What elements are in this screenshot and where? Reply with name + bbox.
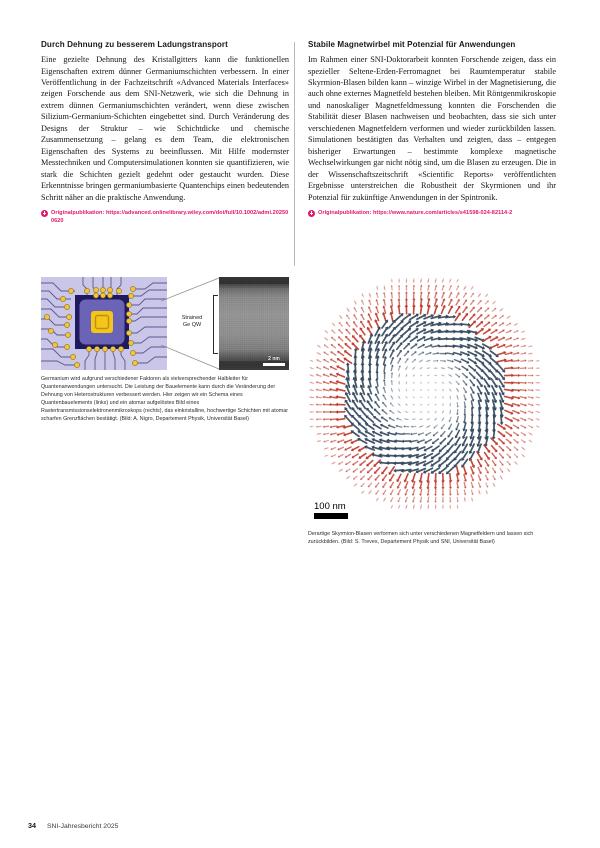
skyrmion-scale-label: 100 nm <box>314 501 346 512</box>
right-publication-label: Originalpublikation: <box>318 210 373 216</box>
right-publication-url: https://www.nature.com/articles/s41598-024-82114-2 <box>372 210 513 216</box>
tem-label-line-1: Strained <box>181 315 203 321</box>
right-article-headline: Stabile Magnetwirbel mit Potenzial für Anwendungen <box>308 40 516 49</box>
right-column <box>308 40 556 217</box>
footer-page-number: 34 <box>28 821 36 830</box>
skyrmion-scale-bar <box>314 501 348 519</box>
skyrmion-vector-field-image <box>308 277 556 525</box>
left-original-publication-link[interactable] <box>41 209 289 225</box>
left-figure-caption: Germanium wird aufgrund verschiedener Faktoren als vielversprechender Halbleiter für Quantenanwendungen untersucht. Die Leistung der Bauelemente kann durch die Veränderung der Dehnung von Heterostrukturen verbessert werden. Hier zeigen wir ein Schema eines Quantenbauelements (links) und ein atomar aufgelöstes Bild eines Rastertransmissionselektronenmikroskops (rechts), das einkristalline, hochwertige Schichten mit atomar scharfen Grenzflächen bestätigt. (Bild: A. Nigro, Departement Physik, Universität Basel) <box>41 376 289 422</box>
left-column <box>41 40 289 225</box>
plus-circle-icon <box>41 210 48 217</box>
left-publication-label: Originalpublikation: <box>51 210 106 216</box>
chip-schematic <box>41 277 167 370</box>
right-figure <box>308 277 556 546</box>
page-footer <box>28 821 118 830</box>
tem-scale-bar-line <box>263 363 285 366</box>
left-article-body: Eine gezielte Dehnung des Kristallgitters kann die funktionellen Eigenschaften extrem dünner Germaniumschichten verbessern. In einer Veröffentlichung in der Fachzeitschrift «Advanced Materials Interfaces» zeigen Forschende aus dem SNI-Netzwerk, wie sich die Dehnung in extrem dünnen Germaniumschichten verändert, wenn diese zwischen Silizium-Germanium-Schichten eingebettet sind. Durch Veränderung des Designs der Struktur – wie Schichtdicke und chemische Zusammensetzung – gelang es dem Team, die elektronischen Eigenschaften des Systems zu beeinflussen. Mit Hilfe modernster Messtechniken und Computersimulationen konnten sie quantifizieren, wie stark die Schichten gezielt gedehnt oder gestaucht wurden. Diese Erkenntnisse bringen germaniumbasierte Quantenchips einen bedeutenden Schritt näher an die praktische Anwendung. <box>41 55 289 202</box>
left-publication-url: https://advanced.onlinelibrary.wiley.com/doi/full/10.1002/admi.202500620 <box>51 210 289 225</box>
tem-label-line-2: Ge QW <box>182 322 202 329</box>
tem-region-label <box>172 315 212 329</box>
right-figure-caption: Derartige Skyrmion-Blasen verformen sich unter verschiedenen Magnetfeldern und lassen sich zurückbilden. (Bild: S. Treves, Departement Physik und SNI, Universität Basel) <box>308 531 534 545</box>
right-original-publication-link[interactable] <box>308 209 556 217</box>
left-article-headline: Durch Dehnung zu besserem Ladungstransport <box>41 40 228 49</box>
skyrmion-scale-bar-line <box>314 513 348 519</box>
tem-scale-bar <box>263 356 285 366</box>
quantum-device-schematic-image <box>41 277 289 370</box>
column-divider <box>294 42 295 266</box>
right-article-body: Im Rahmen einer SNI-Doktorarbeit konnten Forschende zeigen, dass ein spezieller Seltene-Erden-Ferromagnet bei Raumtemperatur stabile Skyrmion-Blasen bilden kann – winzige Wirbel in der Magnetisierung, die auch ohne externes Magnetfeld bestehen bleiben. Mit Röntgenmikroskopie und nanoskaliger Magnetfeldmessung konnten die Forschenden die Stabilität dieser Blasen nachweisen und beobachten, dass sie sich unter verschiedenen Magnetfeldern verformen und wieder zurückbilden lassen. Simulationen bestätigten das Verhalten und zeigten, dass – entgegen bisheriger Erwartungen – bestimmte komplexe magnetische Wechselwirkungen gar nicht nötig sind, um die Blasen zu erzeugen. Die in der Wissenschaftszeitschrift «Scientific Reports» veröffentlichten Ergebnisse unterstreichen die Robustheit der Skyrmionen und ihr Potenzial für zukünftige Anwendungen in der Spintronik. <box>308 55 556 202</box>
tem-scale-label: 2 nm <box>268 356 280 362</box>
left-figure <box>41 277 289 423</box>
footer-publication-title: SNI-Jahresbericht 2025 <box>47 823 119 830</box>
plus-circle-icon <box>308 210 315 217</box>
tem-region-bracket <box>213 295 218 354</box>
skyrmion-vector-plot <box>308 277 556 525</box>
